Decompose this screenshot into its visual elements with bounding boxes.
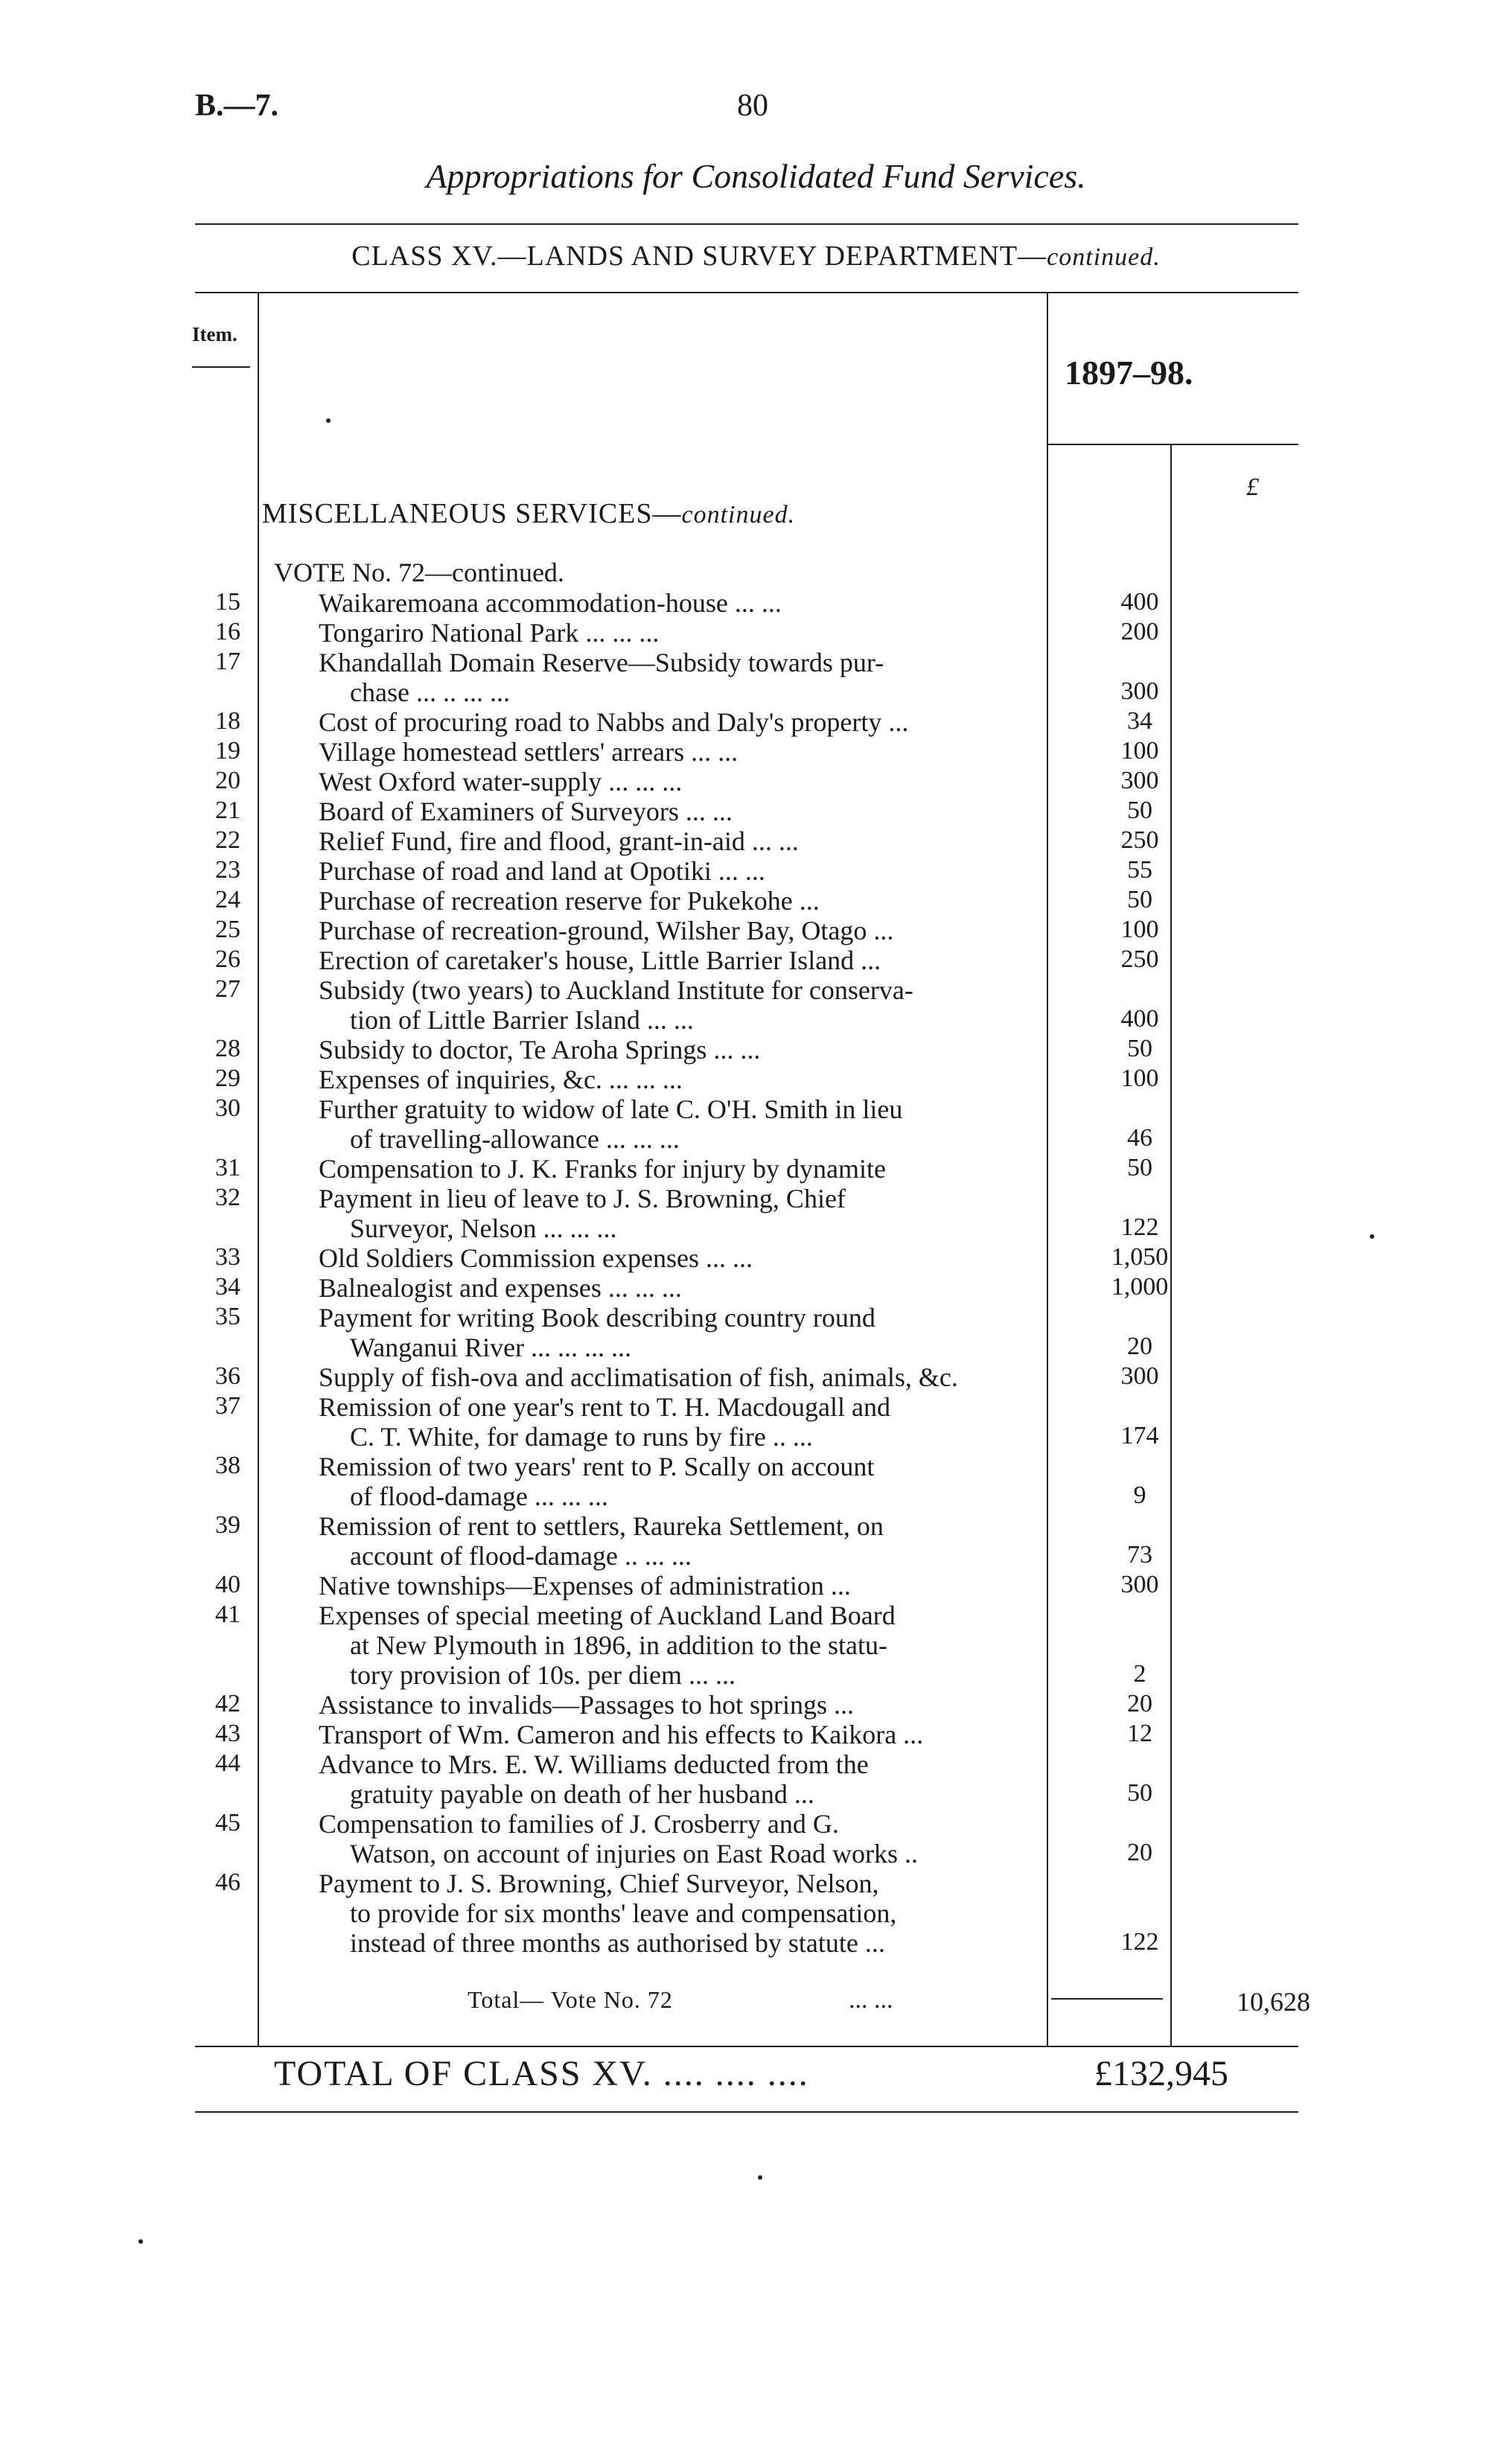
item-number: 34 (215, 1273, 240, 1301)
document-reference: B.—7. (195, 89, 279, 123)
description-line: Wanganui River ... ... ... ... (350, 1333, 632, 1362)
item-description (319, 1154, 1035, 1184)
description-line: Purchase of recreation reserve for Pukekohe ... (319, 886, 820, 916)
item-number: 24 (215, 886, 240, 913)
description-line: Khandallah Domain Reserve—Subsidy towards pur- (319, 648, 884, 677)
item-description (319, 1243, 1035, 1273)
item-description (319, 1094, 1035, 1154)
item-amount: 55 (1127, 856, 1152, 884)
item-number: 40 (215, 1571, 240, 1598)
item-amount: 100 (1120, 737, 1159, 765)
currency-symbol: £ (1246, 473, 1259, 501)
description-line: Payment in lieu of leave to J. S. Browning, Chief (319, 1184, 846, 1213)
item-description (319, 797, 1035, 826)
item-number: 35 (215, 1303, 240, 1330)
description-line: Relief Fund, fire and flood, grant-in-aid ... ... (319, 826, 799, 856)
item-description (319, 916, 1035, 945)
description-line: Watson, on account of injuries on East Road works .. (350, 1839, 918, 1869)
class-total-amount: £132,945 (1094, 2054, 1228, 2093)
item-description (319, 1809, 1035, 1869)
description-line: Old Soldiers Commission expenses ... ... (319, 1243, 753, 1273)
item-number: 28 (215, 1035, 240, 1062)
item-amount: 300 (1120, 1571, 1159, 1598)
class-total-top-rule (195, 2046, 1298, 2047)
item-number: 20 (215, 767, 240, 794)
item-amount: 300 (1120, 1362, 1159, 1390)
print-speck (758, 2175, 762, 2180)
section-heading-main: MISCELLANEOUS SERVICES— (261, 498, 682, 529)
item-number: 23 (215, 856, 240, 884)
description-line: Purchase of road and land at Opotiki ... ... (319, 856, 765, 886)
description-line: Board of Examiners of Surveyors ... ... (319, 797, 733, 826)
item-description (319, 707, 1035, 737)
description-line: Remission of one year's rent to T. H. Macdougall and (319, 1392, 890, 1422)
description-line: tion of Little Barrier Island ... ... (350, 1005, 694, 1035)
item-header-underline (192, 366, 250, 368)
description-line: of flood-damage ... ... ... (350, 1481, 608, 1511)
vote-total-leader: ... ... (849, 1986, 893, 2014)
description-line: Advance to Mrs. E. W. Williams deducted from the (319, 1749, 869, 1779)
description-line: Assistance to invalids—Passages to hot springs ... (319, 1690, 854, 1720)
description-line: chase ... .. ... ... (350, 677, 510, 707)
class-heading-main: CLASS XV.—LANDS AND SURVEY DEPARTMENT— (351, 240, 1047, 272)
item-description (319, 826, 1035, 856)
item-number: 37 (215, 1392, 240, 1420)
item-amount: 250 (1120, 945, 1159, 973)
item-number: 25 (215, 916, 240, 943)
description-line: Cost of procuring road to Nabbs and Daly's property ... (319, 707, 909, 737)
item-description (319, 648, 1035, 707)
description-line: Purchase of recreation-ground, Wilsher Bay, Otago ... (319, 916, 894, 945)
item-description (319, 856, 1035, 886)
item-description (319, 886, 1035, 916)
vote-total-rule (1051, 1998, 1163, 2000)
year-header-underline (1047, 444, 1298, 445)
item-description (319, 945, 1035, 975)
item-description (319, 1869, 1035, 1958)
description-line: instead of three months as authorised by statute ... (350, 1928, 885, 1958)
item-description (319, 1392, 1035, 1452)
item-amount: 9 (1133, 1481, 1146, 1509)
item-number: 15 (215, 588, 240, 616)
year-header: 1897–98. (1065, 354, 1193, 392)
item-amount: 50 (1127, 1779, 1152, 1807)
item-amount: 174 (1120, 1422, 1159, 1449)
item-number: 39 (215, 1511, 240, 1539)
item-number: 22 (215, 826, 240, 854)
class-heading-continued: continued. (1047, 243, 1161, 271)
item-amount: 50 (1127, 797, 1152, 824)
item-description (319, 1303, 1035, 1362)
item-description (319, 767, 1035, 797)
description-line: Remission of two years' rent to P. Scally on account (319, 1452, 875, 1481)
item-amount: 73 (1127, 1541, 1152, 1569)
item-description (319, 1749, 1035, 1809)
item-description (319, 737, 1035, 767)
item-description (319, 1690, 1035, 1720)
item-number: 32 (215, 1184, 240, 1211)
item-number: 27 (215, 975, 240, 1003)
item-number: 17 (215, 648, 240, 675)
description-line: Expenses of inquiries, &c. ... ... ... (319, 1065, 683, 1094)
item-description (319, 1065, 1035, 1094)
description-line: C. T. White, for damage to runs by fire .. ... (350, 1422, 813, 1452)
description-line: Compensation to J. K. Franks for injury by dynamite (319, 1154, 886, 1184)
description-line: Expenses of special meeting of Auckland Land Board (319, 1601, 896, 1630)
item-amount: 20 (1127, 1690, 1152, 1717)
class-total-bottom-rule (195, 2111, 1298, 2113)
item-number: 26 (215, 945, 240, 973)
description-line: Payment for writing Book describing country round (319, 1303, 875, 1333)
description-line: Remission of rent to settlers, Raureka Settlement, on (319, 1511, 884, 1541)
class-total-label: TOTAL OF CLASS XV. .... .... .... (274, 2054, 809, 2093)
item-amount: 20 (1127, 1839, 1152, 1866)
item-description (319, 1184, 1035, 1243)
vote-total-label: Total— Vote No. 72 (468, 1986, 673, 2013)
description-line: Further gratuity to widow of late C. O'H. Smith in lieu (319, 1094, 903, 1124)
item-number: 38 (215, 1452, 240, 1479)
page-title: Appropriations for Consolidated Fund Services. (426, 157, 1086, 195)
item-amount: 2 (1133, 1660, 1146, 1688)
print-speck (1370, 1234, 1374, 1239)
item-amount: 1,050 (1111, 1243, 1169, 1271)
item-amount: 250 (1120, 826, 1159, 854)
item-description (319, 1452, 1035, 1511)
item-number: 30 (215, 1094, 240, 1122)
description-line: account of flood-damage .. ... ... (350, 1541, 692, 1571)
description-line: Erection of caretaker's house, Little Barrier Island ... (319, 945, 881, 975)
item-amount: 20 (1127, 1333, 1152, 1360)
item-number: 21 (215, 797, 240, 824)
table-top-rule (195, 292, 1298, 293)
vote-heading: VOTE No. 72—continued. (274, 558, 564, 587)
page-number: 80 (737, 89, 768, 123)
header-rule (195, 223, 1298, 225)
item-number: 33 (215, 1243, 240, 1271)
description-line: Subsidy to doctor, Te Aroha Springs ... ... (319, 1035, 761, 1065)
description-line: at New Plymouth in 1896, in addition to the statu- (350, 1630, 887, 1660)
item-amount: 100 (1120, 916, 1159, 943)
description-line: Waikaremoana accommodation-house ... ... (319, 588, 782, 618)
item-number: 31 (215, 1154, 240, 1181)
item-description (319, 1035, 1035, 1065)
item-number: 41 (215, 1601, 240, 1628)
description-line: Surveyor, Nelson ... ... ... (350, 1213, 617, 1243)
item-amount: 46 (1127, 1124, 1152, 1152)
item-amount: 50 (1127, 1035, 1152, 1062)
item-number: 29 (215, 1065, 240, 1092)
item-amount: 50 (1127, 1154, 1152, 1181)
description-line: Native townships—Expenses of administration ... (319, 1571, 851, 1601)
section-heading (0, 497, 1057, 530)
description-line: Payment to J. S. Browning, Chief Surveyor, Nelson, (319, 1869, 879, 1898)
item-number: 18 (215, 707, 240, 735)
class-heading (0, 240, 1512, 272)
item-description (319, 1362, 1035, 1392)
description-line: of travelling-allowance ... ... ... (350, 1124, 680, 1154)
item-number: 43 (215, 1720, 240, 1747)
item-number: 44 (215, 1749, 240, 1777)
item-description (319, 1720, 1035, 1749)
item-amount: 122 (1120, 1213, 1159, 1241)
item-description (319, 1511, 1035, 1571)
item-description (319, 588, 1035, 618)
item-amount: 50 (1127, 886, 1152, 913)
item-amount: 34 (1127, 707, 1152, 735)
print-speck (138, 2239, 143, 2244)
section-heading-continued: continued. (681, 501, 796, 529)
item-description (319, 1273, 1035, 1303)
item-column-rule (258, 292, 259, 2046)
item-amount: 400 (1120, 1005, 1159, 1033)
description-line: tory provision of 10s. per diem ... ... (350, 1660, 736, 1690)
description-line: Subsidy (two years) to Auckland Institute for conserva- (319, 975, 913, 1005)
amount-column-rule (1047, 292, 1048, 2046)
item-description (319, 975, 1035, 1035)
item-amount: 12 (1127, 1720, 1152, 1747)
item-amount: 100 (1120, 1065, 1159, 1092)
description-line: Supply of fish-ova and acclimatisation of fish, animals, &c. (319, 1362, 958, 1392)
description-line: Balnealogist and expenses ... ... ... (319, 1273, 682, 1303)
item-description (319, 1601, 1035, 1690)
item-number: 46 (215, 1869, 240, 1896)
item-amount: 1,000 (1111, 1273, 1169, 1301)
item-amount: 300 (1120, 767, 1159, 794)
vote-total-amount: 10,628 (1237, 1987, 1310, 2017)
item-description (319, 618, 1035, 648)
item-number: 19 (215, 737, 240, 765)
description-line: West Oxford water-supply ... ... ... (319, 767, 683, 797)
item-number: 16 (215, 618, 240, 645)
item-amount: 300 (1120, 677, 1159, 705)
item-number: 42 (215, 1690, 240, 1717)
description-line: Transport of Wm. Cameron and his effects to Kaikora ... (319, 1720, 924, 1749)
item-column-header: Item. (192, 323, 237, 345)
print-speck (326, 418, 331, 423)
item-amount: 400 (1120, 588, 1159, 616)
description-line: gratuity payable on death of her husband ... (350, 1779, 814, 1809)
item-number: 36 (215, 1362, 240, 1390)
description-line: Village homestead settlers' arrears ... ... (319, 737, 739, 767)
description-line: to provide for six months' leave and compensation, (350, 1898, 897, 1928)
description-line: Compensation to families of J. Crosberry and G. (319, 1809, 839, 1839)
item-amount: 200 (1120, 618, 1159, 645)
item-description (319, 1571, 1035, 1601)
item-number: 45 (215, 1809, 240, 1837)
item-amount: 122 (1120, 1928, 1159, 1956)
description-line: Tongariro National Park ... ... ... (319, 618, 660, 648)
